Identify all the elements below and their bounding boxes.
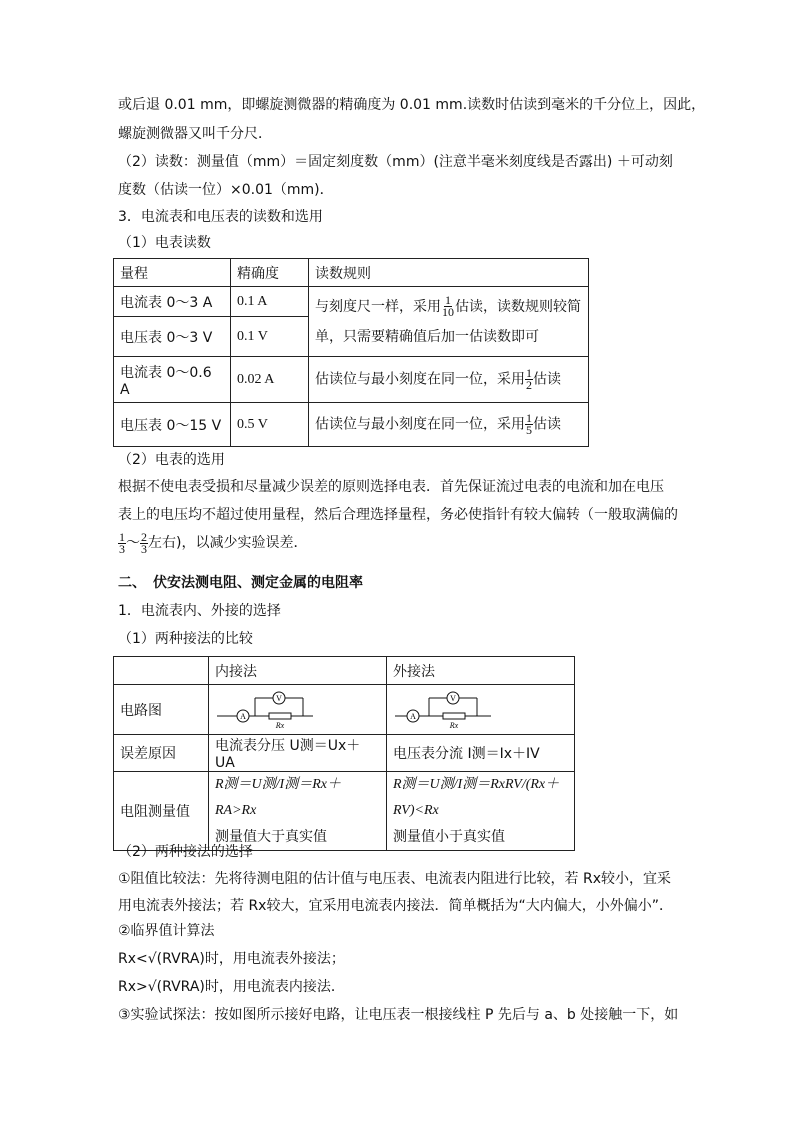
table-cell: 0.1 V bbox=[231, 317, 309, 357]
fraction: $\frac{1}{10}$ bbox=[442, 293, 454, 319]
table-cell: 误差原因 bbox=[114, 735, 209, 772]
conclusion: 测量值小于真实值 bbox=[393, 829, 505, 845]
reading-line: （2）读数：测量值（mm）＝固定刻度数（mm）(注意半毫米刻度线是否露出) ＋可动刻 bbox=[118, 154, 673, 170]
table-cell-rule bbox=[309, 287, 589, 357]
paragraph-line: ③实验试探法：按如图所示接好电路，让电压表一根接线柱 P 先后与 a、b 处接触一下，如 bbox=[118, 1007, 679, 1023]
paragraph-line: $\frac{1}{3}$ ～ $\frac{2}{3}$ 左右)，以减少实验误差． bbox=[119, 529, 308, 556]
paragraph-line: 根据不使电表受损和尽量减少误差的原则选择电表．首先保证流过电表的电流和加在电压 bbox=[118, 479, 664, 495]
fraction: $\frac{1}{3}$ bbox=[119, 529, 125, 556]
fraction: $\frac{2}{3}$ bbox=[141, 529, 147, 556]
fraction: $\frac{1}{5}$ bbox=[526, 411, 532, 437]
subsection-title: （1）电表读数 bbox=[118, 235, 211, 251]
table-header: 外接法 bbox=[387, 657, 575, 685]
circuit-diagram-external bbox=[387, 685, 575, 735]
paragraph-line: Rx>√(RVRA)时，用电流表内接法． bbox=[118, 979, 345, 995]
subsection-title: 1．电流表内、外接的选择 bbox=[118, 603, 281, 619]
table-cell: 电压表 0～15 V bbox=[114, 403, 231, 447]
circuit-diagram-internal bbox=[209, 685, 387, 735]
table-cell: 电阻测量值 bbox=[114, 772, 209, 851]
table-cell-rule bbox=[309, 357, 589, 403]
meter-reading-table bbox=[113, 258, 589, 447]
table-cell bbox=[209, 772, 387, 851]
rule-text: 与刻度尺一样，采用 bbox=[315, 298, 441, 315]
comparison-table bbox=[113, 656, 575, 851]
table-cell: 0.5 V bbox=[231, 403, 309, 447]
table-cell: 电压表 0～3 V bbox=[114, 317, 231, 357]
rule-text: 估读 bbox=[533, 416, 561, 433]
ammeter-label: A bbox=[240, 711, 246, 721]
rule-text: 估读位与最小刻度在同一位，采用 bbox=[315, 416, 525, 433]
paragraph-line: 螺旋测微器又叫千分尺． bbox=[118, 126, 272, 142]
rule-text: 估读位与最小刻度在同一位，采用 bbox=[315, 371, 525, 388]
table-cell: 电流表 0～3 A bbox=[114, 287, 231, 317]
rule-text: 估读 bbox=[533, 371, 561, 388]
paragraph-line: Rx<√(RVRA)时，用电流表外接法； bbox=[118, 951, 345, 967]
section-title: 3．电流表和电压表的读数和选用 bbox=[118, 209, 323, 225]
table-header: 读数规则 bbox=[309, 259, 589, 287]
subsection-title: （2）两种接法的选择 bbox=[118, 844, 253, 860]
table-header: 精确度 bbox=[231, 259, 309, 287]
paragraph-line: 用电流表外接法；若 Rx较大，宜采用电流表内接法．简单概括为“大内偏大，小外偏小”． bbox=[118, 898, 673, 914]
table-cell: 电流表 0～0.6 A bbox=[114, 357, 231, 403]
reading-line: 度数（估读一位）×0.01（mm)． bbox=[118, 182, 334, 198]
rule-text: 估读，读数规则较简 bbox=[455, 298, 581, 315]
table-cell: 电流表分压 U测＝Ux＋UA bbox=[209, 735, 387, 772]
section-title: 二、 伏安法测电阻、测定金属的电阻率 bbox=[118, 575, 363, 591]
table-cell-rule bbox=[309, 403, 589, 447]
paragraph-line: 表上的电压均不超过使用量程，然后合理选择量程，务必使指针有较大偏转（一般取满偏的 bbox=[118, 507, 678, 523]
rule-text: 单，只需要精确值后加一估读数即可 bbox=[315, 328, 539, 345]
table-cell bbox=[114, 657, 209, 685]
ammeter-label: A bbox=[410, 711, 416, 721]
table-header: 量程 bbox=[114, 259, 231, 287]
paragraph-line: ①阻值比较法：先将待测电阻的估计值与电压表、电流表内阻进行比较，若 Rx较小，宜采 bbox=[118, 871, 672, 887]
formula: R测＝U测/I测＝Rx＋RA>Rx bbox=[215, 777, 341, 818]
voltmeter-label: V bbox=[450, 693, 456, 703]
resistor-label: Rx bbox=[275, 720, 285, 730]
table-cell: 0.1 A bbox=[231, 287, 309, 317]
subsection-title: （1）两种接法的比较 bbox=[118, 631, 253, 647]
fraction: $\frac{1}{2}$ bbox=[526, 366, 532, 392]
table-cell: 电路图 bbox=[114, 685, 209, 735]
table-cell bbox=[387, 772, 575, 851]
table-cell: 电压表分流 I测＝Ix＋IV bbox=[387, 735, 575, 772]
paragraph-line: 或后退 0.01 mm，即螺旋测微器的精确度为 0.01 mm.读数时估读到毫米的千分位上，因此， bbox=[118, 97, 706, 113]
table-cell: 0.02 A bbox=[231, 357, 309, 403]
formula: R测＝U测/I测＝RxRV/(Rx＋RV)<Rx bbox=[393, 777, 560, 818]
paragraph-line: ②临界值计算法 bbox=[118, 923, 215, 939]
voltmeter-label: V bbox=[276, 693, 282, 703]
conclusion: 测量值大于真实值 bbox=[215, 829, 327, 845]
subsection-title: （2）电表的选用 bbox=[118, 452, 225, 468]
table-header: 内接法 bbox=[209, 657, 387, 685]
resistor-label: Rx bbox=[449, 720, 459, 730]
